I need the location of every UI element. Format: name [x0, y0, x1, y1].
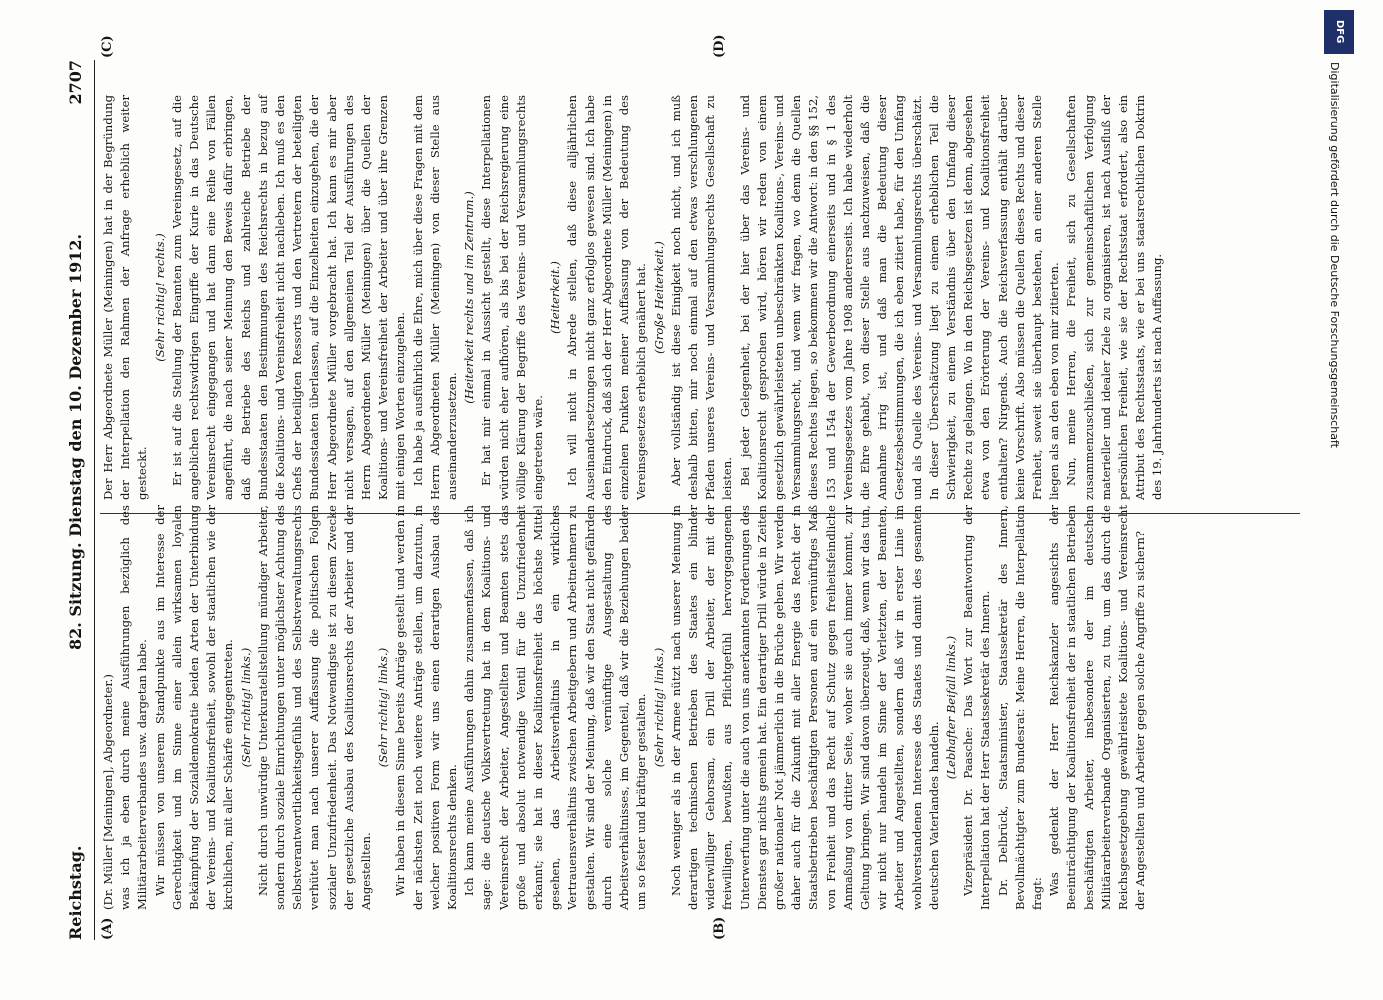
stage-direction: (Sehr richtig! links.)	[238, 647, 253, 768]
speaker-continuation: (Dr. Müller [Meiningen], Abgeordneter.)	[101, 674, 115, 910]
digitization-note: Digitalisierung gefördert durch die Deutsche Forschungsgemeinschaft	[1328, 62, 1341, 448]
paragraph: was ich ja eben durch meine Ausführungen bezüglich des Militärarbeiterverbandes usw. dargetan habe.	[118, 505, 150, 910]
page-number: 2707	[66, 60, 85, 105]
stage-direction: (Lebhafter Beifall links.)	[943, 635, 958, 780]
paragraph: Wir haben in diesem Sinne bereits Anträge gestellt und werden in der nächsten Zeit noch weitere Anträge stellen, um darzutun, in welcher positiven Form wir uns einen derartigen Ausbau des Koalitionsrechts denken.	[393, 505, 460, 910]
digitization-credit	[1320, 10, 1360, 990]
paragraph: Wir müssen von unserem Standpunkte aus im Interesse der Gerechtigkeit und im Sinne einer allein wirksamen loyalen Bekämpfung der Sozialdemokratie beiden Arten der Unterbindung der Vereins- und Koalitionsfreiheit, sowohl der staatlichen wie der kirchlichen, mit aller Schärfe entgegentreten.	[152, 505, 236, 910]
stage-direction: (Große Heiterkeit.)	[651, 241, 666, 354]
paragraph: Der Herr Abgeordnete Müller (Meiningen) hat in der Begründung der Interpellation den Rahmen der Anfrage erheblich weiter gesteckt.	[101, 95, 150, 500]
left-column	[100, 505, 1149, 910]
stage-direction: (Sehr richtig! links.)	[376, 647, 391, 768]
paragraph: Aber vollständig ist diese Einigkeit noch nicht, und ich muß deshalb bitten, mir noch einmal auf den etwas verschlungenen Pfaden unseres Vereins- und Versammlungsrechts Gesellschaft zu leisten.	[668, 95, 735, 500]
margin-marker-a: (A)	[100, 917, 115, 940]
margin-marker-b: (B)	[712, 916, 727, 940]
stage-direction: (Sehr richtig! rechts.)	[152, 233, 167, 362]
paragraph: Nun, meine Herren, die Freiheit, sich zu Gesellschaften zusammenzuschließen, sich zur gemeinschaftlichen Verfolgung materieller und idealer Ziele zu organisieren, ist nach Ausfluß der persönlichen Freiheit, wie sie der Rechtsstaat erfordert, also ein Attribut des Rechtsstaats, wie er bei uns staatsrechtlichen Doktrin des 19. Jahrhunderts ist nach Auffassung.	[1064, 95, 1165, 500]
paragraph: Bei jeder Gelegenheit, bei der hier über das Vereins- und Koalitionsrecht gesprochen wird, hören wir reden von einem gesetzlich gewährleisteten unbeschränkten Koalitions-, Vereins- und Versammlungsrecht, und wenn wir fragen, wo denn die Quellen dieses Rechtes liegen, so bekommen wir die Antwort: in den §§ 152, 153 und 154a der Gewerbeordnung einerseits und in § 1 des Vereinsgesetzes vom Jahre 1908 andererseits. Ich habe wiederholt die Ehre gehabt, von dieser Stelle aus nachzuweisen, daß die Annahme irrig ist, und daß man die Bedeutung dieser Gesetzesbestimmungen, die ich eben zitiert habe, für den Umfang und als Quelle des Vereins- und Versammlungsrechts überschätzt. In dieser Überschätzung liegt zu einem erheblichen Teil die Schwierigkeit, zu einem Verständnis über den Umfang dieser Rechte zu gelangen. Wo in den Reichsgesetzen ist denn, abgesehen etwa von den Erörterung der Vereins- und Koalitionsfreiheit enthalten? Nirgends. Auch die Reichsverfassung enthält darüber keine Vorschrift. Also müssen die Quellen dieses Rechts und dieser Freiheit, soweit sie überhaupt bestehen, an einer anderen Stelle liegen als an den eben von mir zitierten.	[737, 95, 1062, 500]
paragraph: Vizepräsident Dr. Paasche: Das Wort zur Beantwortung der Interpellation hat der Herr Staatssekretär des Innern.	[961, 505, 993, 910]
dfg-logo-icon: DFG	[1324, 10, 1354, 54]
paragraph: Noch weniger als in der Armee nützt nach unserer Meinung in derartigen technischen Betrieben des Staates ein blinder widerwilliger Gehorsam, ein Drill der Arbeiter, der mit der freiwilligen, bewußten, aus Pflichtgefühl hervorgegangenen Unterwerfung unter die auch von uns anerkannten Forderungen des Dienstes gar nichts gemein hat. Ein derartiger Drill würde in Zeiten großer nationaler Not jämmerlich in die Brüche gehen. Wir werden daher auch für die Zukunft mit aller Energie das Recht der in Staatsbetrieben beschäftigten Personen auf ein vernünftiges Maß von Freiheit und das Recht auf Schutz gegen freiheitsfeindliche Anmaßung von dritter Seite, woher sie auch immer kommt, zur Geltung bringen. Wir sind davon überzeugt, daß, wenn wir das tun, wir nicht nur handeln im Sinne der Verletzten, der Beamten, Arbeiter und Angestellten, sondern daß wir in erster Linie im wohlverstandenen Interesse des Staates und damit des gesamten deutschen Vaterlandes handeln.	[668, 505, 941, 910]
column-divider	[100, 513, 1300, 514]
header-title: Reichstag.	[66, 845, 85, 940]
paragraph: Ich will nicht in Abrede stellen, daß diese alljährlichen Auseinandersetzungen nicht ganz erfolglos gewesen sind. Ich habe den Eindruck, daß sich der Herr Abgeordnete Müller (Meiningen) in einzelnen Punkten meiner Auffassung von der Bedeutung des Vereinsgesetzes erheblich genähert hat.	[565, 95, 649, 500]
page-header	[64, 60, 95, 940]
stage-direction: (Sehr richtig! links.)	[651, 647, 666, 768]
paragraph: Er hat mir einmal in Aussicht gestellt, diese Interpellationen würden nicht eher aufhören, als bis bei der Reichsregierung eine völlige Klärung der Begriffe des Vereins- und Versammlungsrechts eingetreten wäre.	[479, 95, 546, 500]
right-column	[100, 95, 1167, 500]
stage-direction: (Heiterkeit.)	[548, 261, 563, 334]
paragraph: Er ist auf die Stellung der Beamten zum Vereinsgesetz, auf die angeblichen rechtswidrigen Eingriffe der Kurie in das Deutsche Vereinsrecht eingegangen und hat dann eine Reihe von Fällen angeführt, die nach seiner Meinung den Beweis dafür erbringen, daß die Betriebe des Reichs und zahlreiche Betriebe der Bundesstaaten den Bestimmungen des Reichsrechts in bezug auf die Koalitions- und Vereinsfreiheit nicht nachleben. Ich muß es den Chefs der beteiligten Ressorts und den Vertretern der beteiligten Bundesstaaten überlassen, auf die Einzelheiten einzugehen, die der Herr Abgeordnete Müller vorgebracht hat. Ich kann es mir aber nicht versagen, auf den allgemeinen Teil der Ausführungen des Herrn Abgeordneten Müller (Meiningen) über die Quellen der Koalitions- und Vereinsfreiheit der Arbeiter und über ihre Grenzen mit einigen Worten einzugehen.	[169, 95, 408, 500]
interpellation-quote: Was gedenkt der Herr Reichskanzler angesichts der Beeinträchtigung der Koalitionsfreiheit der in staatlichen Betrieben beschäftigten Arbeiter, insbesondere der im deutschen Militärarbeiterverbande Organisierten, zu tun, um das durch die Reichsgesetzgebung gewährleistete Koalitions- und Vereinsrecht der Angestellten und Arbeiter gegen solche Angriffe zu sichern?	[1047, 505, 1148, 910]
paragraph: Ich kann meine Ausführungen dahin zusammenfassen, daß ich sage: die deutsche Volksvertretung hat in dem Koalitions- und Vereinsrecht der Arbeiter, Angestellten und Beamten stets das große und absolut notwendige Ventil für die Unzufriedenheit erkannt; sie hat in dieser Koalitionsfreiheit das höchste Mittel gesehen, das Arbeitsverhältnis in ein wirkliches Vertrauensverhältnis zwischen Arbeitgebern und Arbeitnehmern zu gestalten. Wir sind der Meinung, daß wir den Staat nicht gefährden durch eine solche vernünftige Ausgestaltung des Arbeitsverhältnisses, im Gegenteil, daß wir die Beziehungen beider um so fester und kräftiger gestalten.	[462, 505, 649, 910]
paragraph: Nicht durch unwürdige Unterkuratellstellung mündiger Arbeiter, sondern durch soziale Einrichtungen unter möglichster Achtung des Selbstverantwortlichkeitsgefühls und des Selbstverwaltungsrechts verhütet man nach unserer Auffassung die politischen Folgen sozialer Unzufriedenheit. Das Notwendigste ist zu diesem Zwecke der gesetzliche Ausbau des Koalitionsrechts der Arbeiter und der Angestellten.	[255, 505, 374, 910]
stage-direction: (Heiterkeit rechts und im Zentrum.)	[462, 191, 477, 404]
margin-marker-d: (D)	[712, 34, 727, 58]
header-session: 82. Sitzung. Dienstag den 10. Dezember 1912.	[66, 233, 85, 650]
margin-marker-c: (C)	[100, 35, 115, 58]
paragraph: Dr. Delbrück, Staatsminister, Staatssekretär des Innern, Bevollmächtigter zum Bundesrat: Meine Herren, die Interpellation fragt:	[995, 505, 1044, 910]
paragraph: Ich habe ja ausführlich die Ehre, mich über diese Fragen mit dem Herrn Abgeordneten Müller (Meiningen) von dieser Stelle aus auseinanderzusetzen.	[410, 95, 460, 500]
